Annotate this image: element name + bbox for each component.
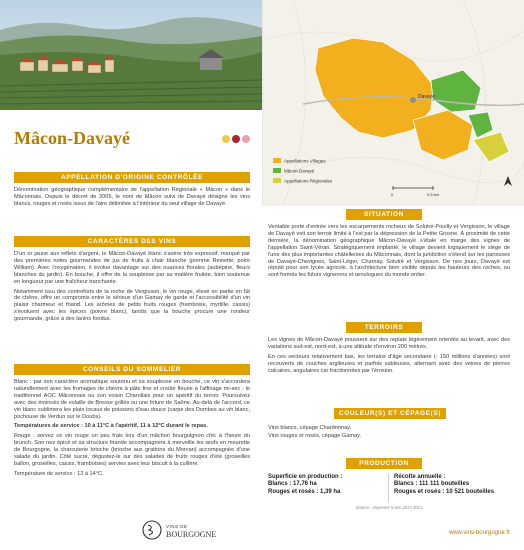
terroirs-paragraph-2: En ces secteurs relativement bas, les terrains d'âge secondaire (- 150 millions d'années) sont recouverts de couches argileuses et parfois sableuses, alternant avec des veines de pierres calcaires, angulaires car fractionnées par l'érosion. bbox=[268, 353, 510, 374]
conseils-paragraph-1: Blanc : par son caractère aromatique soutenu et sa souplesse en bouche, ce vin s'accordera naturellement avec les fromages de chèvre à pâte fine et croûte fleurie à l'affinage mi-sec : le traditionnel AOC Mâconnais ou son voisin Charollais pour un apéritif du terroir. Poursuivez avec des émincés de volaille de Bresse grillés ou une friture de Saône. Au-delà de l'accord, ce vin blanc sublimera les plats locaux de poissons d'eau douce (carpe des Dombes au vin blanc, pochouse de Verdun sur le Doubs). bbox=[14, 379, 250, 420]
production-harvest-title: Récolte annuelle : bbox=[394, 474, 446, 480]
section-head-caracteres: CARACTÈRES DES VINS bbox=[14, 236, 250, 247]
page-title: Mâcon-Davayé bbox=[14, 128, 130, 148]
map-village-label: Davayé bbox=[418, 94, 435, 100]
production-harvest-rouges: Rouges et rosés : 10 521 bouteilles bbox=[394, 488, 495, 495]
production-surface-title: Superficie en production : bbox=[268, 474, 343, 480]
production-surface-rouges: Rouges et rosés : 1,39 ha bbox=[268, 488, 341, 495]
cepages-line-blancs: Vins blancs, cépage Chardonnay. bbox=[268, 425, 352, 431]
cepages-text bbox=[268, 424, 510, 440]
legend-label-villages: Appellations Villages bbox=[284, 158, 326, 164]
conseils-temperature-2: Température de service : 12 à 14°C. bbox=[14, 470, 104, 477]
production-surface bbox=[268, 474, 384, 496]
production-harvest bbox=[394, 474, 512, 496]
title-row bbox=[14, 128, 250, 158]
aoc-text bbox=[14, 187, 250, 211]
terroirs-text bbox=[268, 337, 510, 378]
rose-wine-dot-icon bbox=[242, 135, 250, 143]
conseils-text bbox=[14, 379, 250, 481]
red-wine-dot-icon bbox=[232, 135, 240, 143]
production-divider bbox=[388, 474, 389, 502]
production-harvest-blancs: Blancs : 111 111 bouteilles bbox=[394, 481, 470, 488]
wine-color-dots bbox=[222, 135, 250, 143]
section-head-aoc: APPELLATION D'ORIGINE CONTRÔLÉE bbox=[14, 172, 250, 183]
caracteres-paragraph-2: Notamment issu des contreforts de la roche de Vergisson, le vin rouge, élevé en partie en fût de chêne, offre un compromis entre le sérieux d'un Gamay de garde et l'accessibilité d'un vin plaisir charmeur et friand. Les arômes de petits fruits rouges (framboise, myrtille, cassis) s'évoluent avec les épices (poivre blanc), tandis que la bouche procure une rondeur gourmande, grâce à des tanins fondus. bbox=[14, 288, 250, 323]
logo-small-text: VINS DE bbox=[166, 524, 188, 529]
legend-label-regionales: Appellations Régionales bbox=[284, 178, 333, 184]
bourgogne-logo bbox=[140, 518, 250, 542]
situation-paragraph: Veritable porte d'entrée vers les escarpements rocheux de Solutré-Pouilly et Vergisson, le village de Davayé voit son terroir limité à l'est par la dépression de la Petite Grosne. À proximité de cette dernière, la dénomination géographique Mâcon-Davayé s'étale en marge des vignes de l'appellation Saint-Véran. Stratégiquement implanté, le village devient logiquement le siège de l'une des plus importantes châtellenies du Mâconnais, dont la juridiction s'étend sur les paroisses de Davayé-Chevignes, Saint-Léger, Charnay, Solutré et Vergisson. De nos jours, Davayé est réputé pour son lycée agricole, à l'architecture bien visible depuis les hauteurs des roches, ou sont formés les futurs vignerons et œnologues du monde entier. bbox=[268, 224, 510, 279]
production-source: Source : moyenne 5 ans 2017-2021 bbox=[355, 505, 423, 510]
caracteres-text bbox=[14, 251, 250, 326]
footer-url-link[interactable]: www.vins-bourgogne.fr bbox=[448, 530, 510, 536]
conseils-paragraph-2: Rouge : servez ce vin rouge un peu frais lors d'un mâchon bourguignon chic à l'heure du brunch. Son nez épicé et sa structure friande accompagnera à merveille les œufs en meurette de Bourgogne, la charcuterie brioche (brioche aux grattons du Morvan) accompagnée d'une salade du jardin. Côté sucré, dégustez-le sur des salades de fruits rouges d'été (groseilles ballon, groseilles, cassis, framboises) servies avec leur biscuit à la cuillère. bbox=[14, 433, 250, 467]
production-surface-blancs: Blancs : 17,76 ha bbox=[268, 481, 317, 488]
appellation-map bbox=[262, 0, 524, 206]
conseils-temperature-1: Températures de service : 10 à 11°C à l'apéritif, 11 à 12°C durant le repas. bbox=[14, 423, 208, 430]
cepages-line-rouges: Vins rouges et rosés, cépage Gamay. bbox=[268, 433, 362, 439]
logo-big-text: BOURGOGNE bbox=[166, 530, 217, 539]
section-head-production: PRODUCTION bbox=[346, 458, 422, 469]
caracteres-paragraph-1: D'un or jaune aux reflets d'argent, le Mâcon-Davayé blanc s'avère très expressif, marqué par des premières notes gourmandes de jus de fruits à chair blanche (pomme Reinette, poire William). Avec l'oxygénation, il évolue davantage sur des nuances florales (aubépine, fleurs blanches du jardin). En bouche, il offre de la souplesse par sa matière fruitée, bien soutenue en longueur par une fraîcheur tranchante. bbox=[14, 251, 250, 285]
terroirs-paragraph-1: Les vignes de Mâcon-Davayé poussent sur des replats légèrement orientés au levant, avec des variations sud-est, nord-est, à une altitude d'environ 200 mètres. bbox=[268, 337, 510, 350]
section-head-terroirs: TERROIRS bbox=[346, 322, 422, 333]
section-head-situation: SITUATION bbox=[346, 209, 422, 220]
aoc-paragraph: Dénomination géographique complémentaire de l'appellation Régionale « Mâcon » dans le Mâconnais. Depuis le décret de 2005, le nom de Mâcon suivi de Davayé désigne les vins blancs, rouges et rosés issus de l'aire délimitée à l'intérieur du seul village de Davayé. bbox=[14, 187, 250, 207]
legend-label-macon-davaye: Mâcon-Davayé bbox=[284, 168, 315, 174]
white-wine-dot-icon bbox=[222, 135, 230, 143]
bourgogne-emblem-icon bbox=[143, 521, 161, 539]
section-head-conseils: CONSEILS DU SOMMELIER bbox=[14, 364, 250, 375]
section-head-cepages: COULEUR(S) ET CÉPAGE(S) bbox=[334, 408, 446, 419]
scale-start: 0 bbox=[391, 192, 394, 197]
scale-end: 0,5 km bbox=[427, 192, 440, 197]
situation-text bbox=[268, 224, 510, 282]
village-photo bbox=[0, 0, 262, 110]
